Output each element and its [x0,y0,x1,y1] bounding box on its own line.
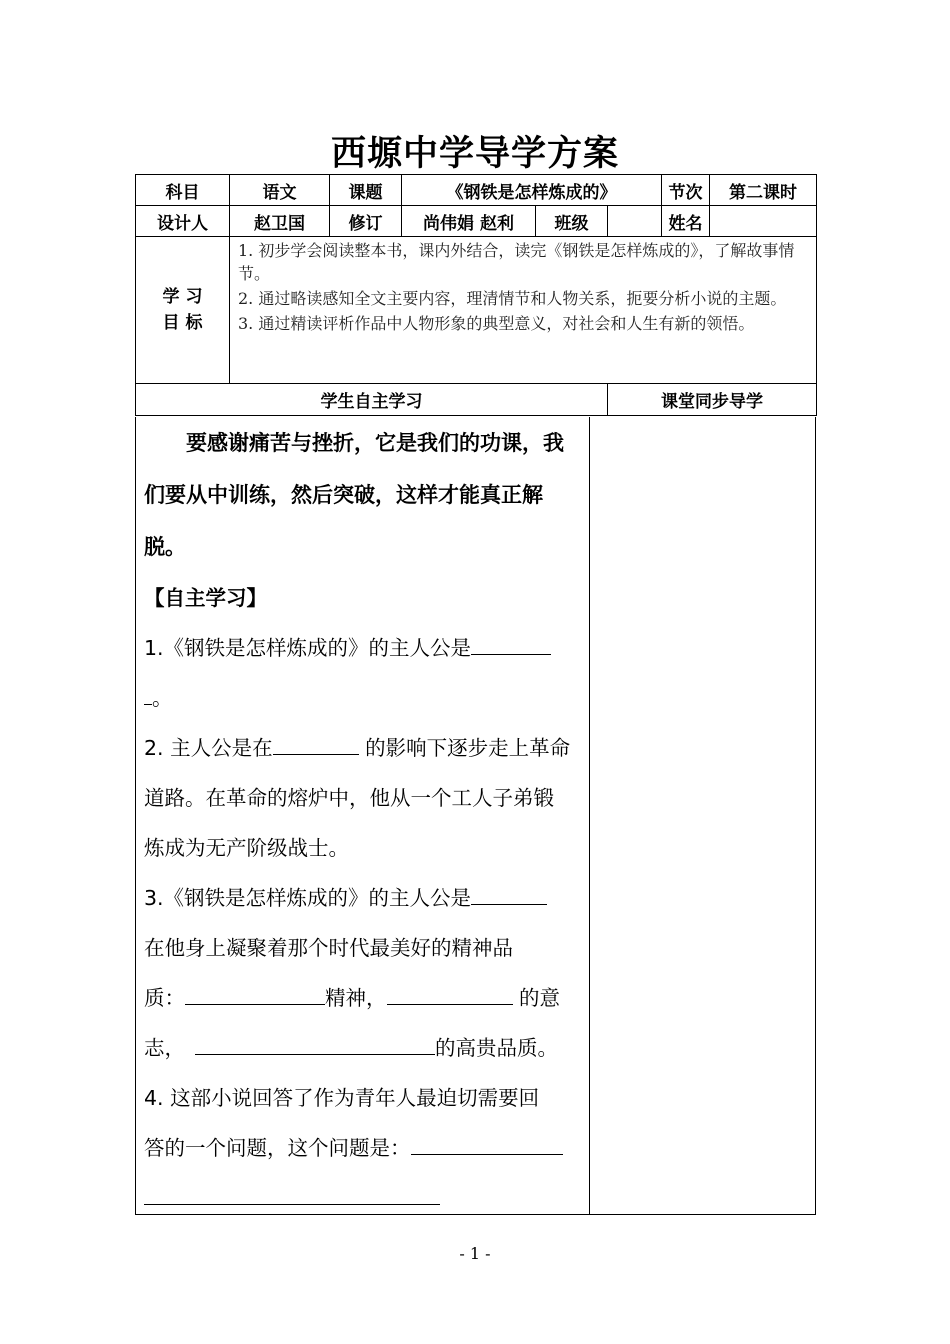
revise-value: 尚伟娟 赵利 [402,206,536,237]
revise-label: 修订 [330,206,402,237]
motto-quote: 要感谢痛苦与挫折，它是我们的功课，我们要从中训练，然后突破，这样才能真正解脱。 [144,430,564,559]
q4-blank-2[interactable] [144,1182,440,1205]
page-number: - 1 - [459,1244,491,1263]
goals-label-line1: 学 习 [162,287,203,307]
self-study-column [144,417,574,1223]
subject-value: 语文 [230,175,330,206]
class-label: 班级 [536,206,608,237]
period-value: 第二课时 [710,175,817,206]
goal-item-2: 2. 通过略读感知全文主要内容，理清情节和人物关系，扼要分析小说的主题。 [238,289,787,308]
q3-blank-4[interactable] [195,1032,435,1055]
designer-value: 赵卫国 [230,206,330,237]
q1-blank-cont[interactable] [144,682,152,705]
question-4 [144,1073,574,1223]
q3-line4-end: 的高贵品质。 [435,1036,558,1060]
q2-blank[interactable] [273,732,359,755]
content-frame [135,417,816,1215]
q1-text: 1.《钢铁是怎样炼成的》的主人公是 [144,636,472,660]
goals-label-line2: 目 标 [162,313,203,333]
q4-blank-1[interactable] [411,1132,563,1155]
q3-line3-end: 的意 [512,986,561,1010]
q1-blank[interactable] [471,632,551,655]
q3-blank-3[interactable] [387,982,513,1005]
goals-label [136,237,230,384]
class-value[interactable] [608,206,662,237]
q2-text-start: 2. 主人公是在 [144,736,273,760]
left-column-header: 学生自主学习 [136,384,608,416]
designer-label: 设计人 [136,206,230,237]
goal-item-1: 1. 初步学会阅读整本书，课内外结合，读完《钢铁是怎样炼成的》，了解故事情节。 [238,241,795,283]
page-title: 西塬中学导学方案 [330,134,619,174]
name-label: 姓名 [662,206,710,237]
q3-line1: 3.《钢铁是怎样炼成的》的主人公是 [144,886,472,910]
goal-item-3: 3. 通过精读评析作品中人物形象的典型意义，对社会和人生有新的领悟。 [238,314,755,333]
subject-label: 科目 [136,175,230,206]
q3-line3-mid: 精神， [325,986,387,1010]
q3-line2: 在他身上凝聚着那个时代最美好的精神品 [144,936,513,960]
header-table [135,174,817,416]
name-value[interactable] [710,206,817,237]
section-title: 【自主学习】 [144,586,267,610]
topic-value: 《钢铁是怎样炼成的》 [402,175,662,206]
q4-line2: 答的一个问题，这个问题是： [144,1136,411,1160]
topic-label: 课题 [330,175,402,206]
q4-line1: 4. 这部小说回答了作为青年人最迫切需要回 [144,1086,540,1110]
right-column-header: 课堂同步导学 [608,384,817,416]
question-1 [144,623,574,723]
goals-list [230,237,817,384]
q2-text-end: 的影响下逐步走上革命道路。在革命的熔炉中，他从一个工人子弟锻炼成为无产阶级战士。 [144,736,571,860]
period-label: 节次 [662,175,710,206]
column-divider [589,417,590,1214]
q3-blank-2[interactable] [185,982,325,1005]
q3-line4-start: 志， [144,1036,185,1060]
question-3 [144,873,574,1073]
q3-line3-start: 质： [144,986,185,1010]
q3-blank-1[interactable] [471,882,547,905]
q1-end: 。 [152,686,173,710]
question-2 [144,723,574,873]
